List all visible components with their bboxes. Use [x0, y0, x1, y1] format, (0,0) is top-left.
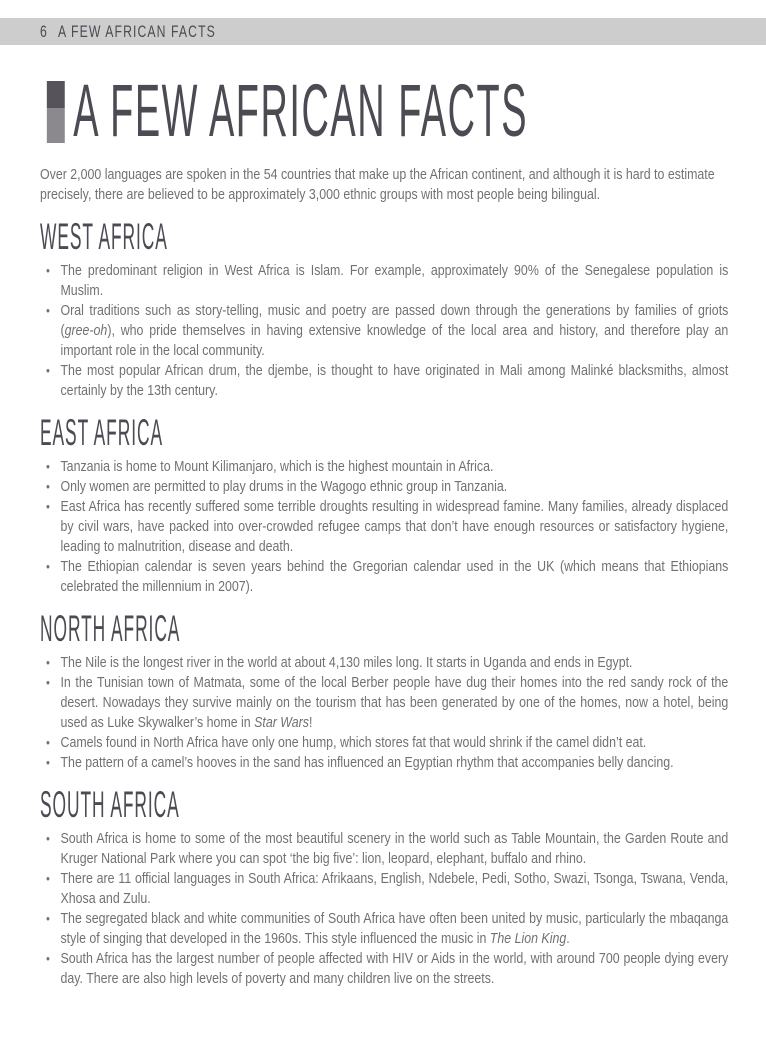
- section: [40, 608, 729, 773]
- bullet-text: The most popular African drum, the djembe, is thought to have originated in Mali among Malinké blacksmiths, almost certainly by the 13th century.: [60, 363, 729, 399]
- bullet-list: [40, 829, 728, 989]
- section: [40, 784, 729, 989]
- bullet-marker-icon: •: [45, 951, 50, 966]
- bullet-item: [40, 949, 728, 989]
- bullet-text: The segregated black and white communities of South Africa have often been united by music, particularly the mbaqanga style of singing that developed in the 1960s. This style influenced the music in The Lion King.: [60, 911, 729, 947]
- bullet-item: [40, 869, 728, 909]
- bullet-marker-icon: •: [45, 755, 50, 770]
- two-tone-bar-icon: [47, 81, 65, 143]
- bullet-text: The predominant religion in West Africa is Islam. For example, approximately 90% of the Senegalese population is Muslim.: [60, 263, 729, 299]
- bullet-item: [40, 301, 728, 361]
- bullet-marker-icon: •: [45, 831, 50, 846]
- bullet-item: [40, 829, 728, 869]
- bullet-list: [40, 261, 728, 401]
- bullet-item: [40, 261, 728, 301]
- bullet-marker-icon: •: [45, 479, 50, 494]
- bullet-text: Oral traditions such as story-telling, music and poetry are passed down through the generations by families of griots (gree-oh), who pride themselves in having extensive knowledge of the local area and history, and therefore play an important role in the local community.: [60, 303, 729, 359]
- bullet-text: In the Tunisian town of Matmata, some of the local Berber people have dug their homes into the red sandy rock of the desert. Nowadays they survive mainly on the tourism that has been generated by one of the homes, now a hotel, being used as Luke Skywalker’s home in Star Wars!: [60, 675, 729, 731]
- bullet-text: South Africa has the largest number of people affected with HIV or Aids in the world, with around 700 people dying every day. There are also high levels of poverty and many children live on the streets.: [60, 951, 729, 987]
- page-title-text: A FEW AFRICAN FACTS: [73, 68, 529, 152]
- bullet-text: The Ethiopian calendar is seven years behind the Gregorian calendar used in the UK (which means that Ethiopians celebrated the millennium in 2007).: [60, 559, 729, 595]
- bullet-marker-icon: •: [45, 559, 50, 574]
- page-title-row: [47, 68, 728, 152]
- bullet-text: The pattern of a camel’s hooves in the sand has influenced an Egyptian rhythm that accompanies belly dancing.: [60, 755, 674, 771]
- page-header-text: [40, 22, 216, 42]
- bullet-text: There are 11 official languages in South Africa: Afrikaans, English, Ndebele, Pedi, Sotho, Swazi, Tsonga, Tswana, Venda, Xhosa and Zulu.: [60, 871, 729, 907]
- bullet-marker-icon: •: [45, 735, 50, 750]
- section-heading-text: NORTH AFRICA: [40, 608, 181, 649]
- bullet-marker-icon: •: [45, 303, 50, 318]
- bullet-marker-icon: •: [45, 363, 50, 378]
- bullet-text: Camels found in North Africa have only one hump, which stores fat that would shrink if the camel didn’t eat.: [60, 735, 647, 751]
- bullet-item: [40, 733, 728, 753]
- two-tone-bar-icon-top: [47, 81, 65, 108]
- bullet-item: [40, 753, 728, 773]
- section-heading: [40, 608, 728, 649]
- bullet-item: [40, 909, 728, 949]
- bullet-text: South Africa is home to some of the most beautiful scenery in the world such as Table Mountain, the Garden Route and Kruger National Park where you can spot ‘the big five’: lion, leopard, elephant, buffalo and rhino.: [60, 831, 729, 867]
- bullet-item: [40, 361, 728, 401]
- bullet-item: [40, 457, 728, 477]
- two-tone-bar-icon-bottom: [47, 108, 65, 143]
- section-heading: [40, 216, 728, 257]
- bullet-text: East Africa has recently suffered some terrible droughts resulting in widespread famine. Many families, already displaced by civil wars, have packed into over-crowded refugee camps that don’t have enough resources or satisfactory hygiene, leading to malnutrition, disease and death.: [60, 499, 729, 555]
- sections: [40, 216, 729, 989]
- page-header-bar: [0, 18, 766, 45]
- bullet-marker-icon: •: [45, 499, 50, 514]
- bullet-marker-icon: •: [45, 911, 50, 926]
- section: [40, 412, 729, 597]
- bullet-marker-icon: •: [45, 459, 50, 474]
- page-title: [73, 68, 766, 152]
- bullet-text: Tanzania is home to Mount Kilimanjaro, which is the highest mountain in Africa.: [60, 459, 494, 475]
- section: [40, 216, 729, 401]
- bullet-text: Only women are permitted to play drums in the Wagogo ethnic group in Tanzania.: [60, 479, 508, 495]
- page-content: [40, 68, 729, 989]
- text-column: [40, 68, 729, 989]
- bullet-item: [40, 653, 728, 673]
- section-heading-text: SOUTH AFRICA: [40, 784, 180, 825]
- bullet-marker-icon: •: [45, 675, 50, 690]
- section-heading: [40, 412, 728, 453]
- chapter-title: A FEW AFRICAN FACTS: [57, 21, 216, 41]
- intro-paragraph: Over 2,000 languages are spoken in the 54 countries that make up the African continent, and although it is hard to estimate precisely, there are believed to be approximately 3,000 ethnic groups with most people being bilingual.: [40, 167, 715, 203]
- section-heading: [40, 784, 728, 825]
- bullet-list: [40, 457, 728, 597]
- bullet-item: [40, 497, 728, 557]
- bullet-list: [40, 653, 728, 773]
- section-heading-text: WEST AFRICA: [40, 216, 168, 257]
- bullet-item: [40, 673, 728, 733]
- bullet-item: [40, 477, 728, 497]
- bullet-marker-icon: •: [45, 871, 50, 886]
- bullet-text: The Nile is the longest river in the world at about 4,130 miles long. It starts in Uganda and ends in Egypt.: [60, 655, 633, 671]
- bullet-marker-icon: •: [45, 655, 50, 670]
- bullet-marker-icon: •: [45, 263, 50, 278]
- section-heading-text: EAST AFRICA: [40, 412, 164, 453]
- bullet-item: [40, 557, 728, 597]
- page-number: 6: [40, 21, 48, 41]
